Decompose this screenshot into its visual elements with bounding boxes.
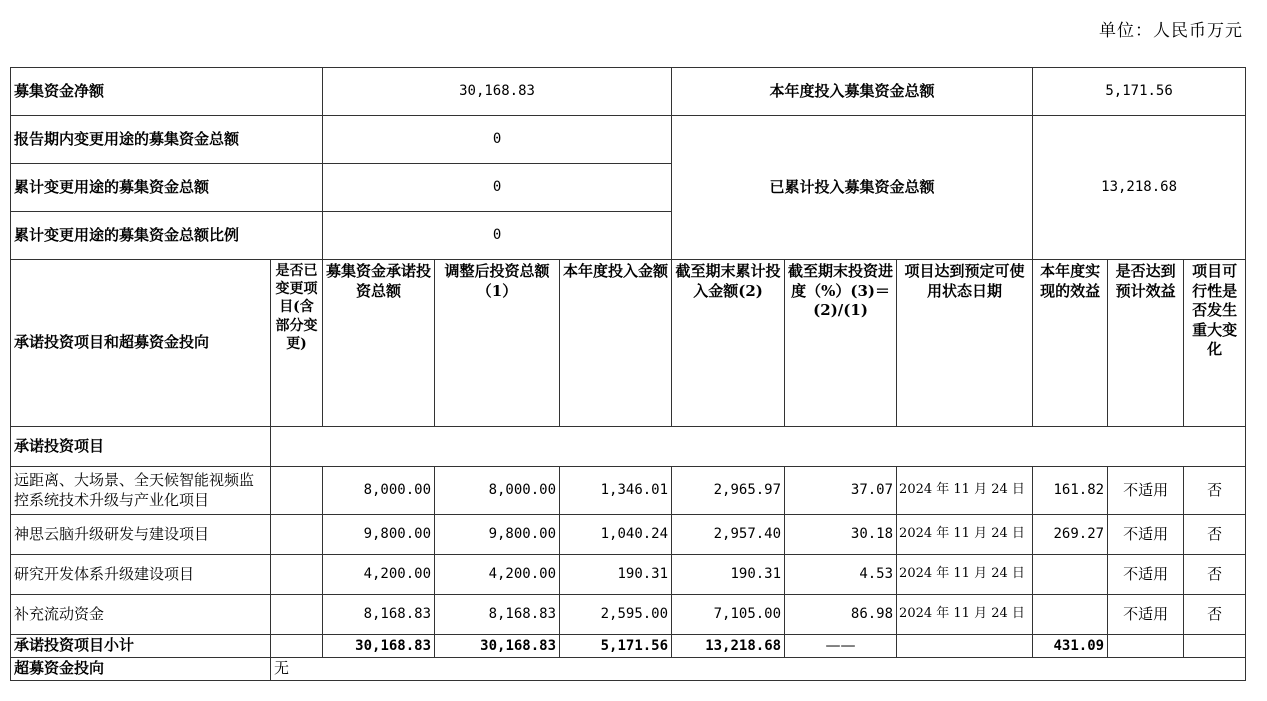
header-project: 承诺投资项目和超募资金投向	[11, 260, 271, 427]
year-invest-value: 5,171.56	[1033, 68, 1246, 116]
committed-cell: 4,200.00	[323, 555, 435, 595]
subtotal-changed	[271, 635, 323, 658]
subtotal-expected	[1108, 635, 1184, 658]
date-cell: 2024 年 11 月 24 日	[897, 467, 1033, 515]
ratio-label: 累计变更用途的募集资金总额比例	[11, 212, 323, 260]
subtotal-label: 承诺投资项目小计	[11, 635, 271, 658]
net-amount-label: 募集资金净额	[11, 68, 323, 116]
header-adjusted: 调整后投资总额（1）	[435, 260, 560, 427]
feasibility-cell: 否	[1184, 515, 1246, 555]
committed-cell: 8,000.00	[323, 467, 435, 515]
subtotal-progress: ——	[785, 635, 897, 658]
date-cell: 2024 年 11 月 24 日	[897, 555, 1033, 595]
net-amount-value: 30,168.83	[323, 68, 672, 116]
year-invest-cell: 2,595.00	[560, 595, 672, 635]
progress-cell: 4.53	[785, 555, 897, 595]
table-row	[11, 595, 1246, 635]
committed-cell: 9,800.00	[323, 515, 435, 555]
cum-invest-cell: 190.31	[672, 555, 785, 595]
date-cell: 2024 年 11 月 24 日	[897, 595, 1033, 635]
year-invest-cell: 190.31	[560, 555, 672, 595]
subtotal-year: 5,171.56	[560, 635, 672, 658]
year-invest-cell: 1,040.24	[560, 515, 672, 555]
cum-changed-value: 0	[323, 164, 672, 212]
header-feasibility: 项目可行性是否发生重大变化	[1184, 260, 1246, 427]
summary-row-net	[11, 68, 1246, 116]
benefit-cell: 161.82	[1033, 467, 1108, 515]
cum-invest-cell: 2,965.97	[672, 467, 785, 515]
section-empty	[271, 427, 1246, 467]
header-progress: 截至期末投资进度（%）(3)＝(2)/(1)	[785, 260, 897, 427]
benefit-cell	[1033, 555, 1108, 595]
subtotal-date	[897, 635, 1033, 658]
expected-cell: 不适用	[1108, 467, 1184, 515]
changed-cell	[271, 555, 323, 595]
table-row	[11, 515, 1246, 555]
changed-amount-label: 报告期内变更用途的募集资金总额	[11, 116, 323, 164]
header-year-invest: 本年度投入金额	[560, 260, 672, 427]
feasibility-cell: 否	[1184, 467, 1246, 515]
expected-cell: 不适用	[1108, 555, 1184, 595]
changed-cell	[271, 467, 323, 515]
adjusted-cell: 8,000.00	[435, 467, 560, 515]
overraise-row	[11, 658, 1246, 681]
feasibility-cell: 否	[1184, 595, 1246, 635]
overraise-value: 无	[271, 658, 1246, 681]
section-row	[11, 427, 1246, 467]
header-cum-invest: 截至期末累计投入金额(2)	[672, 260, 785, 427]
progress-cell: 30.18	[785, 515, 897, 555]
subtotal-row	[11, 635, 1246, 658]
date-cell: 2024 年 11 月 24 日	[897, 515, 1033, 555]
header-committed: 募集资金承诺投资总额	[323, 260, 435, 427]
summary-row-changed	[11, 116, 1246, 164]
cum-invest-label: 已累计投入募集资金总额	[672, 116, 1033, 260]
benefit-cell: 269.27	[1033, 515, 1108, 555]
progress-cell: 86.98	[785, 595, 897, 635]
overraise-label: 超募资金投向	[11, 658, 271, 681]
benefit-cell	[1033, 595, 1108, 635]
unit-label: 单位：人民币万元	[1099, 21, 1243, 41]
section-label: 承诺投资项目	[11, 427, 271, 467]
ratio-value: 0	[323, 212, 672, 260]
year-invest-label: 本年度投入募集资金总额	[672, 68, 1033, 116]
table-row	[11, 467, 1246, 515]
project-name: 研究开发体系升级建设项目	[11, 555, 271, 595]
cum-invest-value: 13,218.68	[1033, 116, 1246, 260]
adjusted-cell: 9,800.00	[435, 515, 560, 555]
year-invest-cell: 1,346.01	[560, 467, 672, 515]
project-name: 远距离、大场景、全天候智能视频监控系统技术升级与产业化项目	[11, 467, 271, 515]
progress-cell: 37.07	[785, 467, 897, 515]
expected-cell: 不适用	[1108, 595, 1184, 635]
header-changed: 是否已变更项目(含部分变更)	[271, 260, 323, 427]
changed-cell	[271, 515, 323, 555]
cum-invest-cell: 2,957.40	[672, 515, 785, 555]
subtotal-benefit: 431.09	[1033, 635, 1108, 658]
header-expected: 是否达到预计效益	[1108, 260, 1184, 427]
expected-cell: 不适用	[1108, 515, 1184, 555]
subtotal-adjusted: 30,168.83	[435, 635, 560, 658]
cum-invest-cell: 7,105.00	[672, 595, 785, 635]
header-row	[11, 260, 1246, 427]
committed-cell: 8,168.83	[323, 595, 435, 635]
header-benefit: 本年度实现的效益	[1033, 260, 1108, 427]
project-name: 神思云脑升级研发与建设项目	[11, 515, 271, 555]
table-row	[11, 555, 1246, 595]
adjusted-cell: 8,168.83	[435, 595, 560, 635]
feasibility-cell: 否	[1184, 555, 1246, 595]
subtotal-committed: 30,168.83	[323, 635, 435, 658]
cum-changed-label: 累计变更用途的募集资金总额	[11, 164, 323, 212]
header-date: 项目达到预定可使用状态日期	[897, 260, 1033, 427]
changed-cell	[271, 595, 323, 635]
subtotal-feasibility	[1184, 635, 1246, 658]
subtotal-cum: 13,218.68	[672, 635, 785, 658]
adjusted-cell: 4,200.00	[435, 555, 560, 595]
fund-usage-table	[10, 67, 1246, 681]
project-name: 补充流动资金	[11, 595, 271, 635]
changed-amount-value: 0	[323, 116, 672, 164]
